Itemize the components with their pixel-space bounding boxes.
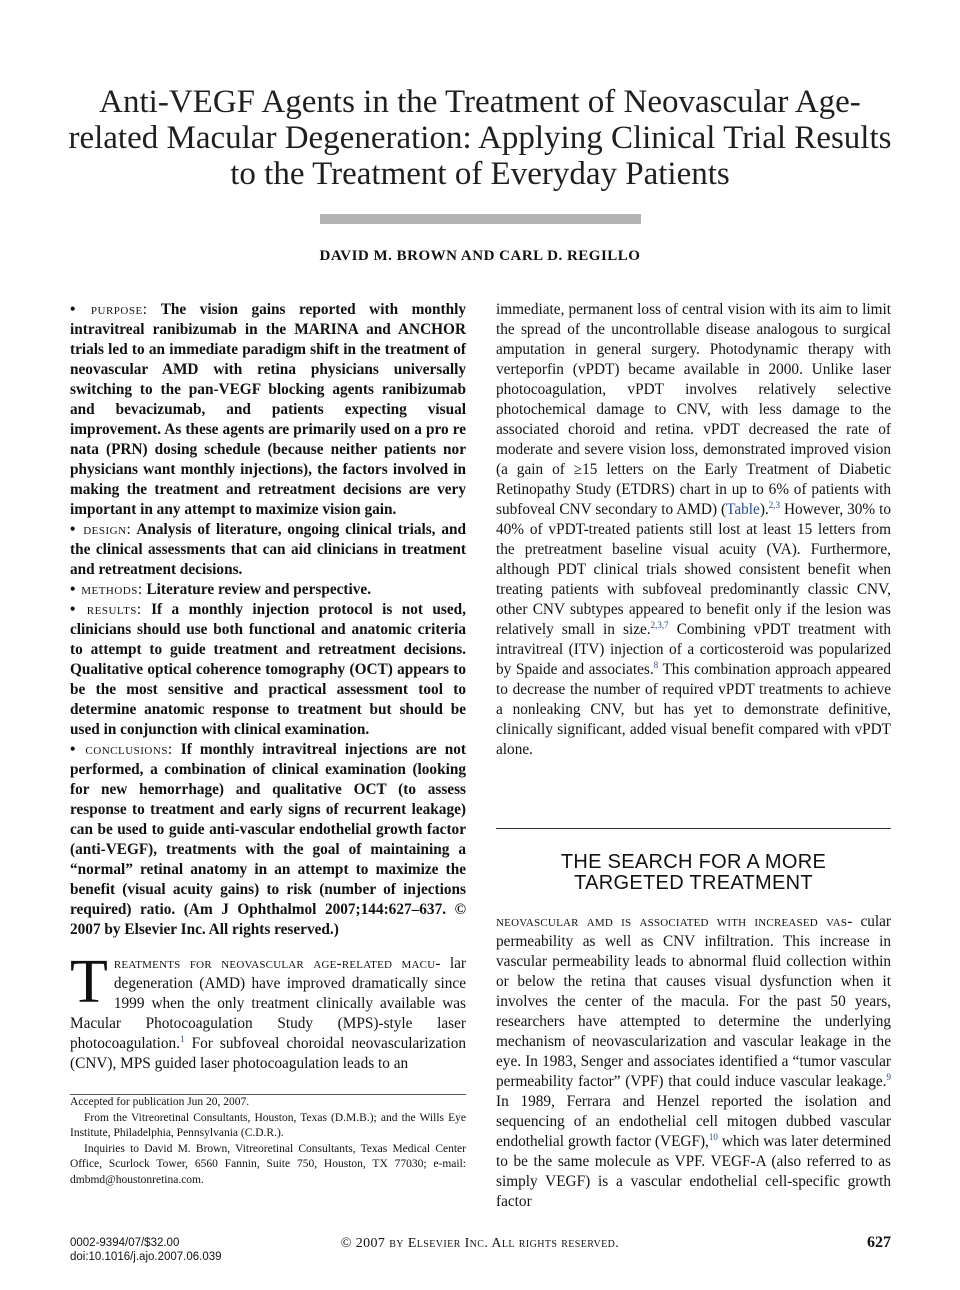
design-text: Analysis of literature, ongoing clinical trials, and the clinical assessments that can aid clinicians in treatment and retreatment decisions. bbox=[70, 521, 467, 578]
ref-link[interactable]: 9 bbox=[886, 1071, 891, 1082]
intro-paragraph: Treatments for neovascular age-related macu- lar degeneration (AMD) have improved dramatically since 1999 when the only treatment clinically available was Macular Photocoagulation Study (MPS)-style laser photocoagulation.$^1$ For subfoveal choroidal neovascularization (CNV), MPS guided laser photocoagulation leads to an bbox=[70, 948, 467, 1072]
design-label: design: bbox=[83, 521, 132, 538]
results-text: If a monthly injection protocol is not used, clinicians should use both functional and anatomic criteria to attempt to guide treatment and retreatment decisions. Qualitative optical coherence tomography (OCT) appears to be the most sensitive and practical assessment tool to determine anatomic response to treatment but should be used in conjunction with clinical examination. bbox=[70, 601, 467, 738]
intro-lead: reatments for neovascular age-related macu- bbox=[113, 955, 441, 972]
abstract-results: • results: If a monthly injection protocol is not used, clinicians should use both functional and anatomic criteria to attempt to guide treatment and retreatment decisions. Qualitative optical coherence tomography (OCT) appears to be the most sensitive and practical assessment tool to determine anatomic response to treatment but should be used in conjunction with clinical examination. bbox=[70, 601, 467, 738]
left-column bbox=[70, 300, 466, 1074]
section-heading: THE SEARCH FOR A MORE TARGETED TREATMENT bbox=[560, 851, 827, 894]
conclusions-label: conclusions: bbox=[85, 741, 173, 758]
footer-copyright: © 2007 by Elsevier Inc. All rights reserved. bbox=[340, 1236, 620, 1251]
ref-link[interactable]: 8 bbox=[653, 659, 659, 670]
ref-link[interactable]: 2,3,7 bbox=[650, 619, 669, 630]
abstract-design: • design: Analysis of literature, ongoing clinical trials, and the clinical assessments that can aid clinicians in treatment and retreatment decisions. bbox=[70, 521, 467, 578]
drop-cap: T bbox=[70, 948, 108, 1016]
footnote-accepted: Accepted for publication Jun 20, 2007. bbox=[70, 1096, 250, 1108]
results-label: results: bbox=[86, 601, 142, 618]
ref-link[interactable]: 1 bbox=[180, 1033, 185, 1044]
issn: 0002-9394/07/$32.00 bbox=[70, 1237, 180, 1249]
right-column: immediate, permanent loss of central vision with its aim to limit the spread of the uncontrollable disease analogous to surgical amputation in general surgery. Photodynamic therapy with verteporfin (vPDT) became available in 2000. Unlike laser photocoagulation, vPDT involves relatively selective photochemical damage to CNV, with less damage to the associated choroid and retina. vPDT decreased the rate of moderate and severe vision loss, demonstrated improved vision (a gain of ≥15 letters on the Early Treatment of Diabetic Retinopathy Study (ETDRS) chart in up to 6% of patients with subfoveal CNV secondary to AMD) (Table).$^{2,3}$ However, 30% to 40% of vPDT-treated patients still lost at least 15 letters from the pretreatment baseline visual acuity (VA). Furthermore, although PDT clinical trials showed consistent benefit when treating patients with subfoveal predominantly classic CNV, other CNV subtypes appeared to benefit only if the lesion was relatively small in size.$^{2,3,7}$ Combining vPDT treatment with intravitreal (ITV) injection of a corticosteroid was popularized by Spaide and associates.$^8$ This combination approach appeared to decrease the number of required vPDT treatments to achieve a nonleaking CNV, but has yet to demonstrate definitive, clinically significant, added visual benefit compared with vPDT alone. bbox=[496, 301, 891, 758]
table-link[interactable]: Table bbox=[726, 501, 760, 518]
title-divider-bar bbox=[320, 214, 641, 224]
page-number: 627 bbox=[867, 1234, 891, 1251]
article-title: Anti-VEGF Agents in the Treatment of Neovascular Age-related Macular Degeneration: Applying Clinical Trial Results to the Treatment of Everyday Patients bbox=[68, 84, 892, 192]
purpose-label: purpose: bbox=[90, 301, 148, 318]
methods-label: methods: bbox=[81, 581, 143, 598]
purpose-text: The vision gains reported with monthly intravitreal ranibizumab in the MARINA and ANCHOR trials led to an immediate paradigm shift in the treatment of neovascular AMD with retina physicians universally switching to the pan-VEGF blocking agents ranibizumab and bevacizumab, and patients expecting visual improvement. As these agents are primarily used on a pro re nata (PRN) dosing schedule (because neither patients nor physicians want monthly injections), the factors involved in making the treatment and retreatment decisions are very important in any attempt to maximize vision gain. bbox=[70, 301, 466, 518]
abstract-conclusions: • conclusions: If monthly intravitreal injections are not performed, a combination of clinical examination (looking for new hemorrhage) and qualitative OCT (to assess response to treatment and early signs of recurrent leakage) can be used to guide anti-vascular endothelial growth factor (anti-VEGF), treatments with the goal of maintaining a “normal” retinal anatomy in an attempt to maximize the benefit (visual acuity gains) to risk (number of injections required) ratio. (Am J Ophthalmol 2007;144:627–637. © 2007 by Elsevier Inc. All rights reserved.) bbox=[70, 741, 467, 938]
footnotes bbox=[70, 1094, 466, 1188]
footnote-affiliation: From the Vitreoretinal Consultants, Houston, Texas (D.M.B.); and the Wills Eye Institute, Philadelphia, Pennsylvania (C.D.R.). bbox=[70, 1111, 466, 1139]
section-lead: neovascular amd is associated with increased vas- bbox=[496, 913, 853, 930]
abstract bbox=[70, 300, 466, 940]
footnote-inquiries: Inquiries to David M. Brown, Vitreoretinal Consultants, Texas Medical Center Office, Scurlock Tower, 6560 Fannin, Suite 750, Houston, TX 77030; e-mail: dmbmd@houstonretina.com. bbox=[70, 1142, 466, 1186]
abstract-methods: • methods: Literature review and perspective. bbox=[70, 581, 372, 598]
doi: doi:10.1016/j.ajo.2007.06.039 bbox=[70, 1251, 222, 1263]
ref-link[interactable]: 2,3 bbox=[768, 499, 780, 510]
abstract-purpose: • purpose: The vision gains reported with monthly intravitreal ranibizumab in the MARINA and ANCHOR trials led to an immediate paradigm shift in the treatment of neovascular AMD with retina physicians universally switching to the pan-VEGF blocking agents ranibizumab and bevacizumab, and patients expecting visual improvement. As these agents are primarily used on a pro re nata (PRN) dosing schedule (because neither patients nor physicians want monthly injections), the factors involved in making the treatment and retreatment decisions are very important in any attempt to maximize vision gain. bbox=[70, 301, 466, 518]
author-line: DAVID M. BROWN AND CARL D. REGILLO bbox=[319, 248, 641, 264]
conclusions-text: If monthly intravitreal injections are not performed, a combination of clinical examination (looking for new hemorrhage) and qualitative OCT (to assess response to treatment and early signs of recurrent leakage) can be used to guide anti-vascular endothelial growth factor (anti-VEGF), treatments with the goal of maintaining a “normal” retinal anatomy in an attempt to maximize the benefit (visual acuity gains) to risk (number of injections required) ratio. bbox=[70, 741, 467, 918]
methods-text: Literature review and perspective. bbox=[146, 581, 372, 598]
ref-link[interactable]: 10 bbox=[708, 1131, 718, 1142]
section-body: neovascular amd is associated with increased vas- cular permeability as well as CNV infiltration. This increase in vascular permeability leads to abnormal fluid collection within or below the retina that causes visual dysfunction when it involves the center of the macula. For the past 50 years, researchers have attempted to determine the underlying mechanism of neovascularization and vascular leakage in the eye. In 1983, Senger and associates identified a “tumor vascular permeability factor” (VPF) that could induce vascular leakage.$^9$ In 1989, Ferrara and Henzel reported the isolation and sequencing of an endothelial cell mitogen dubbed vascular endothelial growth factor (VEGF),$^{10}$ which was later determined to be the same molecule as VPF. VEGF-A (also referred to as simply VEGF) is a vascular endothelial cell-specific growth factor bbox=[496, 913, 892, 1210]
abstract-citation: (Am J Ophthalmol 2007;144:627–637. © 2007 by Elsevier Inc. All rights reserved.) bbox=[70, 901, 466, 938]
section-divider bbox=[496, 828, 891, 829]
